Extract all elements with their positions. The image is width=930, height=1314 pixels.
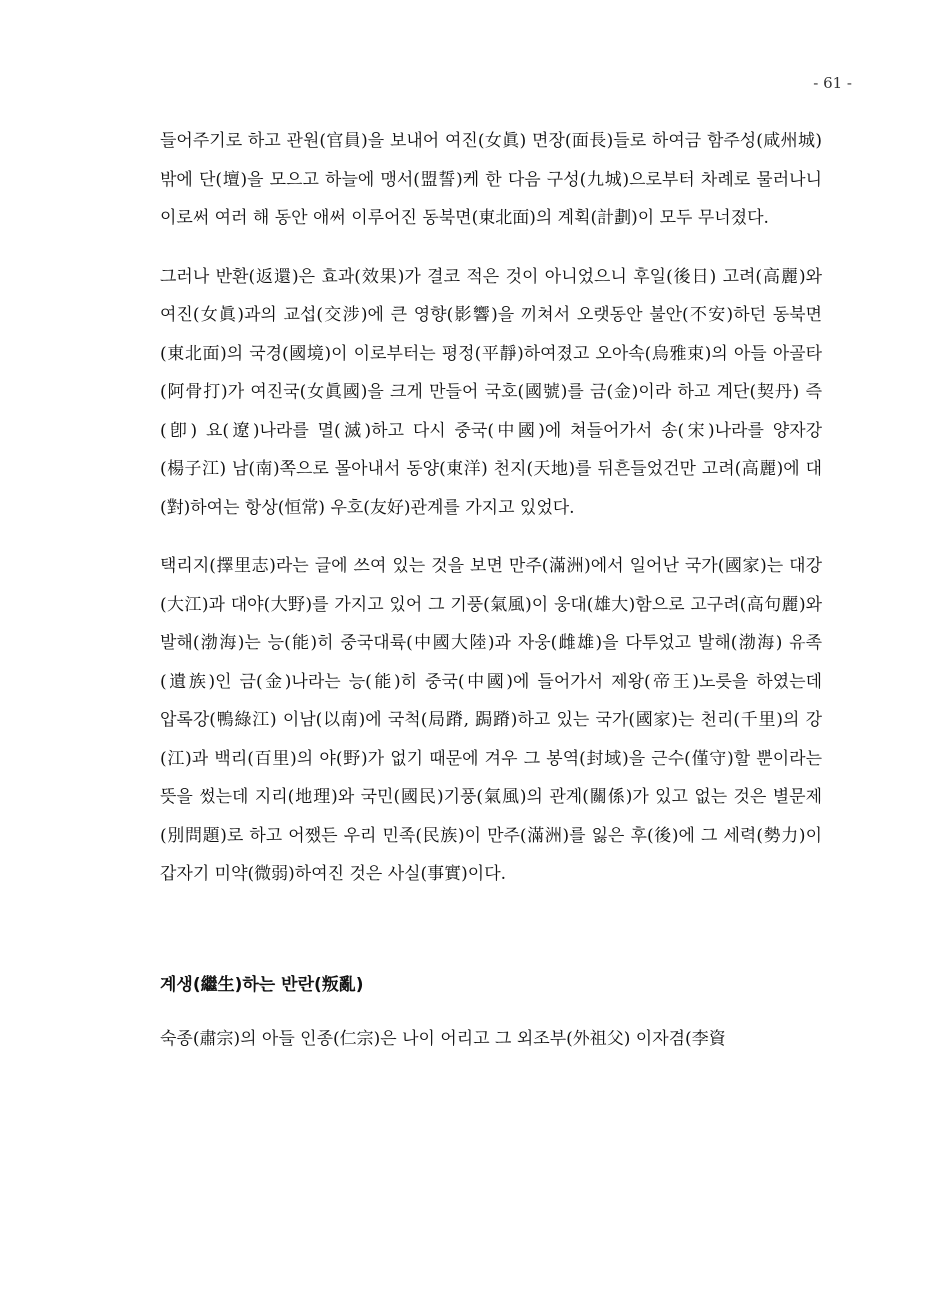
paragraph-4: 숙종(肅宗)의 아들 인종(仁宗)은 나이 어리고 그 외조부(外祖父) 이자겸(李資 (160, 1028, 726, 1049)
document-body (160, 122, 822, 1078)
paragraph-3: 택리지(擇里志)라는 글에 쓰여 있는 것을 보면 만주(滿洲)에서 일어난 국가(國家)는 대강(大江)과 대야(大野)를 가지고 있어 그 기풍(氣風)이 웅대(雄大)함으로 고구려(高句麗)와 발해(渤海)는 능(能)히 중국대륙(中國大陸)과 자웅(雌雄)을 다투었고 발해(渤海) 유족(遺族)인 금(金)나라는 능(能)히 중국(中國)에 들어가서 제왕(帝王)노릇을 하였는데 압록강(鴨綠江) 이남(以南)에 국척(局蹐, 跼蹐)하고 있는 국가(國家)는 천리(千里)의 강(江)과 백리(百里)의 야(野)가 없기 때문에 겨우 그 봉역(封域)을 근수(僅守)할 뿐이라는 뜻을 썼는데 지리(地理)와 국민(國民)기풍(氣風)의 관계(關係)가 있고 없는 것은 별문제(別問題)로 하고 어쨌든 우리 민족(民族)이 만주(滿洲)를 잃은 후(後)에 그 세력(勢力)이 갑자기 미약(微弱)하여진 것은 사실(事實)이다. (160, 556, 822, 884)
page-number: - 61 - (813, 74, 852, 92)
paragraph-1: 들어주기로 하고 관원(官員)을 보내어 여진(女眞) 면장(面長)들로 하여금 함주성(咸州城) 밖에 단(壇)을 모으고 하늘에 맹서(盟誓)케 한 다음 구성(九城)으로부터 차례로 물러나니 이로써 여러 해 동안 애써 이루어진 동북면(東北面)의 계획(計劃)이 모두 무너졌다. (160, 131, 822, 228)
section-heading: 계생(繼生)하는 반란(叛亂) (160, 974, 364, 995)
paragraph-2: 그러나 반환(返還)은 효과(效果)가 결코 적은 것이 아니었으니 후일(後日) 고려(高麗)와 여진(女眞)과의 교섭(交涉)에 큰 영향(影響)을 끼쳐서 오랫동안 불안(不安)하던 동북면(東北面)의 국경(國境)이 이로부터는 평정(平靜)하여졌고 오아속(烏雅束)의 아들 아골타(阿骨打)가 여진국(女眞國)을 크게 만들어 국호(國號)를 금(金)이라 하고 계단(契丹) 즉(卽) 요(遼)나라를 멸(滅)하고 다시 중국(中國)에 쳐들어가서 송(宋)나라를 양자강(楊子江) 남(南)쪽으로 몰아내서 동양(東洋) 천지(天地)를 뒤흔들었건만 고려(高麗)에 대(對)하여는 항상(恒常) 우호(友好)관계를 가지고 있었다. (160, 266, 822, 518)
